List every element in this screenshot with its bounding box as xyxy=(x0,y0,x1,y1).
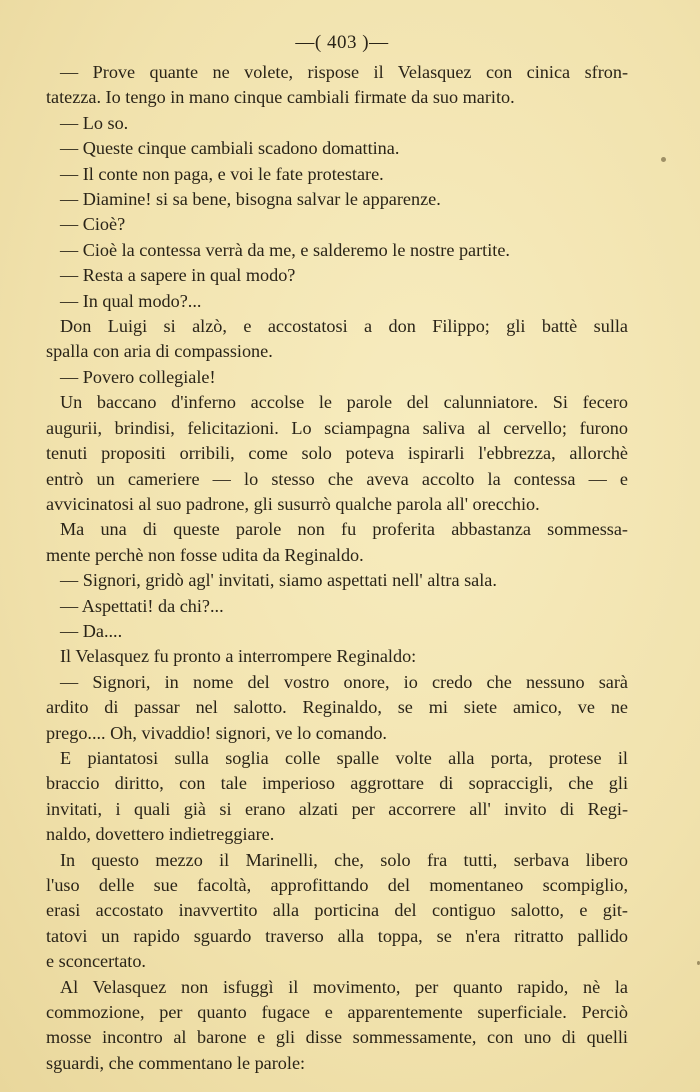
text-line: commozione, per quanto fugace e apparentemente superficiale. Perciò xyxy=(46,1002,628,1023)
text-line: — Signori, in nome del vostro onore, io credo che nessuno sarà xyxy=(60,671,628,692)
text-line: Al Velasquez non isfuggì il movimento, per quanto rapido, nè la xyxy=(60,976,628,997)
text-line: mosse incontro al barone e gli disse sommessamente, con uno di quelli xyxy=(46,1027,628,1048)
text-line: sguardi, che commentano le parole: xyxy=(46,1052,306,1073)
text-line: e sconcertato. xyxy=(46,951,146,972)
page-number: —( 403 )— xyxy=(295,32,389,53)
text-line: avvicinatosi al suo padrone, gli susurrò qualche parola all' orecchio. xyxy=(46,493,540,514)
text-line: — Da.... xyxy=(60,620,123,641)
text-line: tenuti propositi orribili, come solo poteva ispirarli l'ebbrezza, allorchè xyxy=(46,443,628,464)
text-line: In questo mezzo il Marinelli, che, solo fra tutti, serbava libero xyxy=(60,849,628,870)
text-line: Don Luigi si alzò, e accostatosi a don Filippo; gli battè sulla xyxy=(60,316,628,337)
text-line: entrò un cameriere — lo stesso che aveva accolto la contessa — e xyxy=(46,468,628,489)
text-line: mente perchè non fosse udita da Reginaldo. xyxy=(46,544,364,565)
text-line: — Lo so. xyxy=(60,112,129,133)
text-line: tatovi un rapido sguardo traverso alla toppa, se n'era ritratto pallido xyxy=(46,925,628,946)
text-line: Un baccano d'inferno accolse le parole del calunniatore. Si fecero xyxy=(60,392,628,413)
text-line: invitati, i quali già si erano alzati per accorrere all' invito di Regi- xyxy=(46,798,628,819)
text-line: prego.... Oh, vivaddio! signori, ve lo comando. xyxy=(46,722,387,743)
text-line: — Queste cinque cambiali scadono domattina. xyxy=(60,138,400,159)
text-line: — Il conte non paga, e voi le fate protestare. xyxy=(60,163,384,184)
text-line: erasi accostato inavvertito alla porticina del contiguo salotto, e git- xyxy=(46,900,628,921)
text-line: Il Velasquez fu pronto a interrompere Reginaldo: xyxy=(60,646,417,667)
text-line: — Signori, gridò agl' invitati, siamo aspettati nell' altra sala. xyxy=(60,570,497,591)
text-line: spalla con aria di compassione. xyxy=(46,341,273,362)
text-line: E piantatosi sulla soglia colle spalle volte alla porta, protese il xyxy=(60,747,628,768)
text-line: — Aspettati! da chi?... xyxy=(60,595,224,616)
text-line: braccio diritto, con tale imperioso aggrottare di sopraccigli, che gli xyxy=(46,773,628,794)
text-line: — Cioè la contessa verrà da me, e salderemo le nostre partite. xyxy=(60,239,510,260)
text-line: l'uso delle sue facoltà, approfittando del momentaneo scompiglio, xyxy=(46,875,628,895)
text-line: — In qual modo?... xyxy=(60,290,202,311)
text-line: — Prove quante ne volete, rispose il Velasquez con cinica sfron- xyxy=(60,62,628,82)
text-line: Ma una di queste parole non fu proferita abbastanza sommessa- xyxy=(60,519,628,540)
ink-speck xyxy=(661,157,666,162)
text-line: augurii, brindisi, felicitazioni. Lo sciampagna saliva al cervello; furono xyxy=(46,417,628,438)
text-line: naldo, dovettero indietreggiare. xyxy=(46,824,275,845)
text-line: — Povero collegiale! xyxy=(60,366,216,387)
text-line: — Diamine! si sa bene, bisogna salvar le apparenze. xyxy=(60,189,441,210)
text-line: — Resta a sapere in qual modo? xyxy=(60,265,296,286)
body-text xyxy=(46,60,628,1076)
text-line: tatezza. Io tengo in mano cinque cambiali firmate da suo marito. xyxy=(46,87,515,108)
text-line: ardito di passar nel salotto. Reginaldo, se mi siete amico, ve ne xyxy=(46,697,628,718)
text-line: — Cioè? xyxy=(60,214,126,235)
